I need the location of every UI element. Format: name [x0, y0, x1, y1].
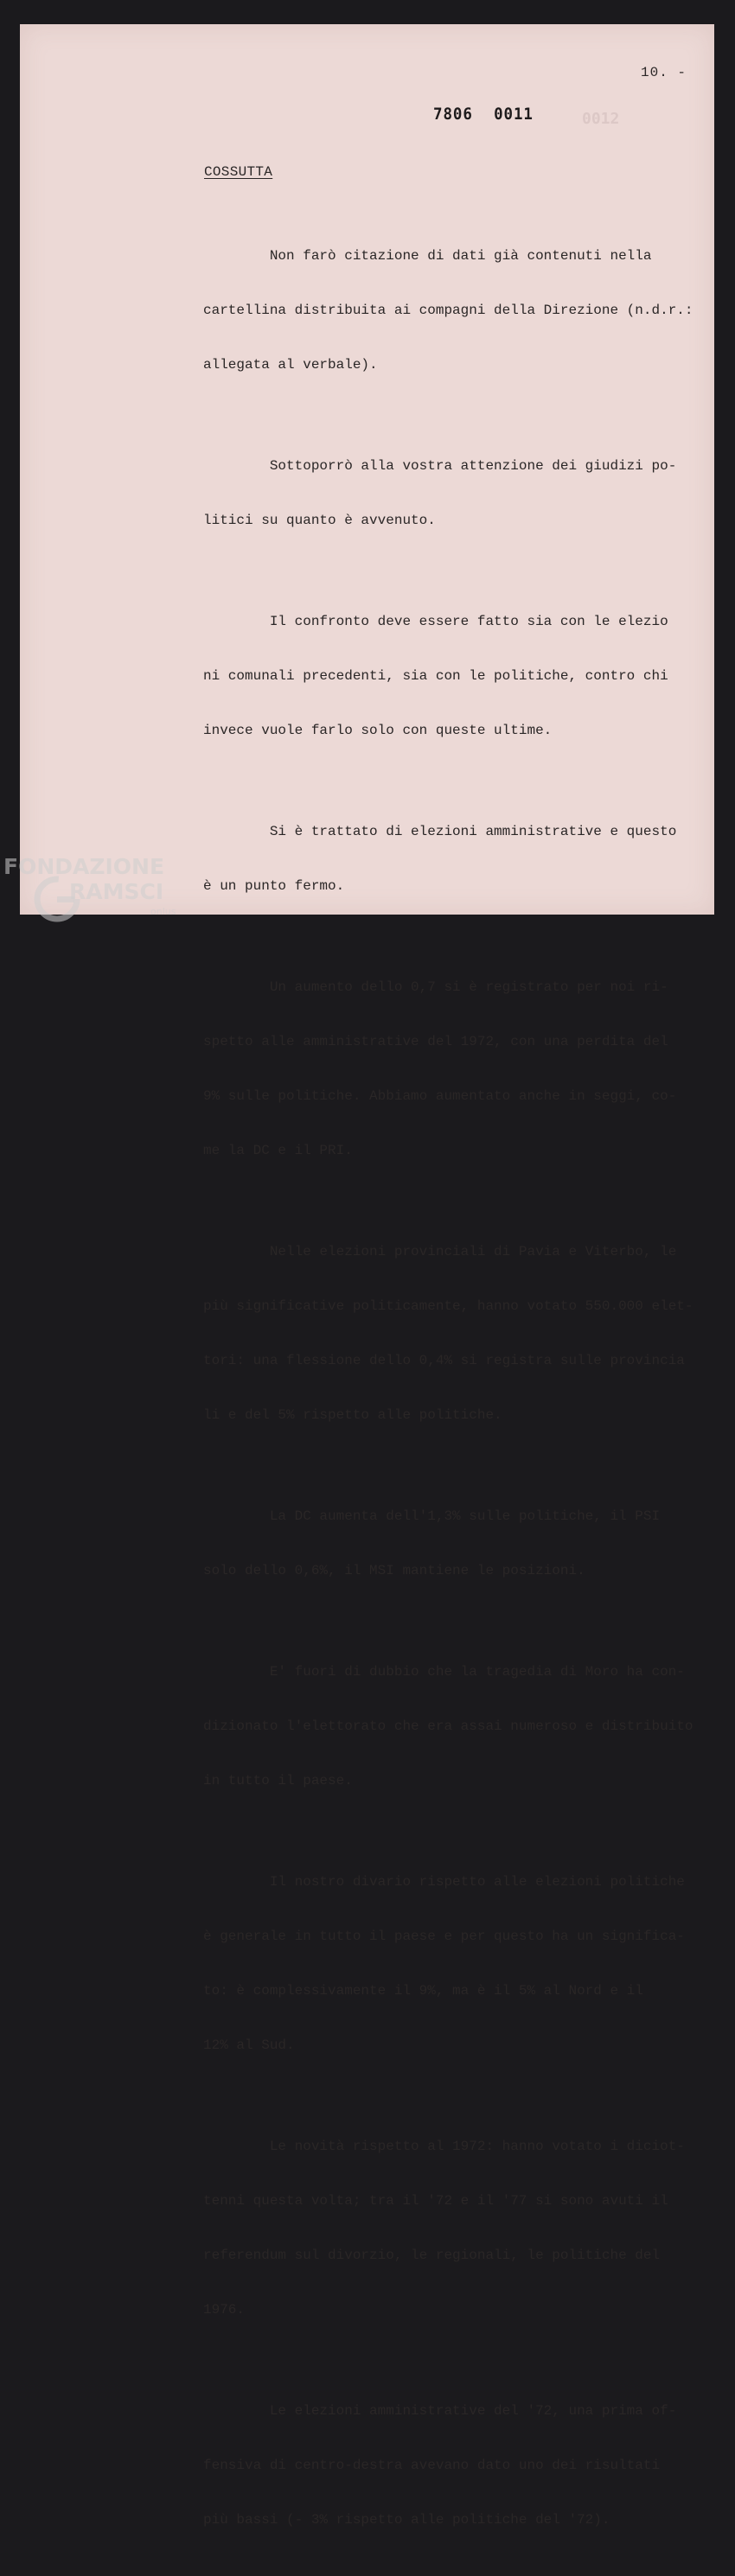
paragraph — [203, 211, 696, 411]
paragraph — [203, 942, 696, 1196]
speaker-heading: COSSUTTA — [204, 164, 273, 180]
paragraph — [203, 1207, 696, 1461]
text-line: to: è complessivamente il 9%, ma è il 5% al Nord e il — [203, 1983, 643, 1999]
watermark-line-1: FONDAZIONE — [3, 854, 165, 879]
text-line: spetto alle amministrative del 1972, con una perdita del — [203, 1034, 668, 1049]
document-page — [20, 24, 714, 2528]
paragraph — [203, 577, 696, 776]
text-line: allegata al verbale). — [203, 357, 378, 373]
text-line: 12% al Sud. — [203, 2037, 295, 2053]
text-line: Le elezioni amministrative del '72, una prima of- — [203, 2403, 677, 2419]
text-line: Il confronto deve essere fatto sia con le elezio — [203, 614, 668, 629]
text-line: tori: una flessione dello 0,4% si registra sulle provincia — [203, 1353, 685, 1368]
text-line: Sottoporrò alla vostra attenzione dei giudizi po- — [203, 458, 677, 474]
text-line: più bassi (- 3% rispetto alle politiche del '72). — [203, 2512, 610, 2528]
paragraph — [203, 2366, 696, 2566]
text-line: Le novità rispetto al 1972: hanno votato i diciot- — [203, 2139, 685, 2154]
paragraph — [203, 1837, 696, 2091]
text-line: 1976. — [203, 2302, 246, 2318]
text-line: cartellina distribuita ai compagni della Direzione (n.d.r.: — [203, 303, 693, 318]
paragraph — [203, 787, 696, 932]
text-line: è un punto fermo. — [203, 878, 345, 894]
text-line: La DC aumenta dell'1,3% sulle politiche, il PSI — [203, 1508, 661, 1524]
text-line: solo dello 0,6%, il MSI mantiene le posizioni. — [203, 1563, 585, 1578]
text-line: referendum sul divorzio, le regionali, le politiche del — [203, 2248, 661, 2263]
text-line: E' fuori di dubbio che la tragedia di Moro ha con- — [203, 1664, 685, 1680]
text-line: tenni questa volta; tra il '72 e il '77 si sono avuti il — [203, 2193, 668, 2209]
document-code: 7806 0011 — [433, 105, 534, 124]
document-body — [203, 211, 696, 2576]
watermark-logo — [3, 854, 202, 927]
text-line: invece vuole farlo solo con queste ultime. — [203, 723, 553, 738]
text-line: è generale in tutto il paese e per questo ha un significa- — [203, 1929, 685, 1944]
text-line: Non farò citazione di dati già contenuti nella — [203, 248, 652, 264]
text-line: Nelle elezioni provinciali di Pavia e Viterbo, le — [203, 1244, 677, 1259]
watermark-line-3: onlus — [150, 906, 176, 917]
text-line: fensiva di centro-destra avevano dato uno dei risultati — [203, 2458, 661, 2473]
paragraph — [203, 2101, 696, 2356]
text-line: Un aumento dello 0,7 si è registrato per noi ri- — [203, 979, 668, 995]
text-line: li e del 5% rispetto alle politiche. — [203, 1407, 502, 1423]
text-line: ni comunali precedenti, sia con le politiche, contro chi — [203, 668, 668, 684]
text-line: me la DC e il PRI. — [203, 1143, 353, 1158]
text-line: litici su quanto è avvenuto. — [203, 513, 436, 528]
watermark-line-2: RAMSCI — [69, 879, 164, 904]
page-number: 10. - — [641, 65, 687, 80]
text-line: dizionato l'elettorato che era assai numeroso e distribuito — [203, 1718, 693, 1734]
text-line: più significative politicamente, hanno votato 550.000 elet- — [203, 1298, 693, 1314]
text-line: Il nostro divario rispetto alle elezioni politiche — [203, 1874, 685, 1890]
bleed-through-code: 0012 — [582, 110, 620, 128]
paragraph — [203, 1471, 696, 1616]
text-line: 9% sulle politiche. Abbiamo aumentato anche in seggi, co- — [203, 1088, 677, 1104]
text-line: in tutto il paese. — [203, 1773, 353, 1789]
paragraph — [203, 421, 696, 566]
paragraph — [203, 1627, 696, 1827]
text-line: Si è trattato di elezioni amministrative e questo — [203, 824, 677, 839]
